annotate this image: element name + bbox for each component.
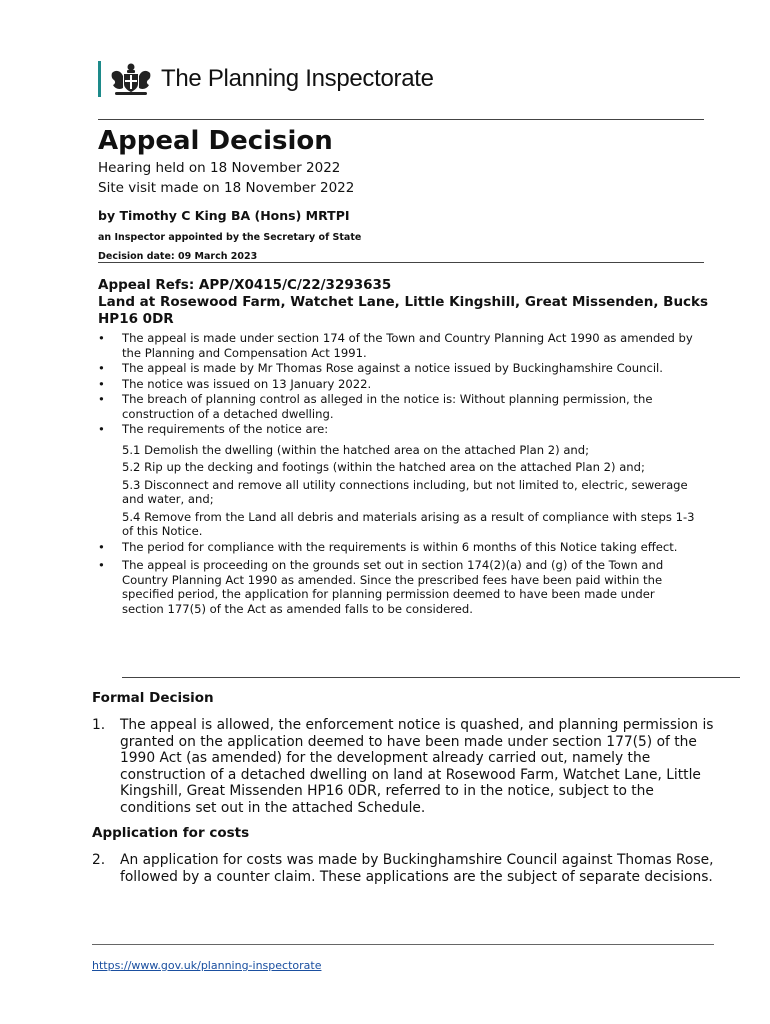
organisation-name: The Planning Inspectorate xyxy=(161,65,434,92)
planning-inspectorate-link[interactable]: https://www.gov.uk/planning-inspectorate xyxy=(92,959,322,972)
list-item: • The notice was issued on 13 January 2022. xyxy=(98,376,372,391)
royal-crest-icon xyxy=(109,61,153,97)
list-item: • The appeal is made under section 174 of the Town and Country Planning Act 1990 as amended by the Planning and Compensation Act 1991. xyxy=(98,331,693,360)
paragraph-text: The appeal is allowed, the enforcement notice is quashed, and planning permission is granted on the application deemed to have been made under section 177(5) of the 1990 Act (as amended) for the development already carried out, namely the construction of a detached dwelling on land at Rosewood Farm, Watchet Lane, Little Kingshill, Great Missenden HP16 0DR, referred to in the notice, subject to the conditions set out in the attached Schedule. xyxy=(120,717,714,816)
appeal-references xyxy=(98,277,718,328)
costs-heading: Application for costs xyxy=(92,825,250,841)
list-item: • The breach of planning control as alleged in the notice is: Without planning permission, the construction of a detached dwelling. xyxy=(98,392,653,421)
appeal-ref-number: Appeal Refs: APP/X0415/C/22/3293635 xyxy=(98,277,392,293)
formal-decision-heading: Formal Decision xyxy=(92,690,214,706)
inspector-name: by Timothy C King BA (Hons) MRTPI xyxy=(98,208,350,223)
requirement-item: 5.2 Rip up the decking and footings (within the hatched area on the attached Plan 2) and; xyxy=(122,460,645,474)
inspector-appointment: an Inspector appointed by the Secretary of State xyxy=(98,232,362,243)
appeal-details-list xyxy=(98,331,698,617)
costs-paragraph xyxy=(92,852,722,885)
paragraph-number: 2. xyxy=(92,852,106,868)
paragraph-number: 1. xyxy=(92,717,106,733)
list-item: • The appeal is proceeding on the grounds set out in section 174(2)(a) and (g) of the Town and Country Planning Act 1990 as amended. Since the prescribed fees have been paid within the specified period, the application for planning permission deemed to have been made under section 177(5) of the Act as amended falls to be considered. xyxy=(98,558,664,616)
list-item: • The requirements of the notice are: 5.1 Demolish the dwelling (within the hatched area on the attached Plan 2) and; 5.2 Rip up the decking and footings (within the hatched area on the attached Plan 2) and; 5.3 Disconnect and remove all utility connections including, but not limited to, electric, sewerage and water, and; 5.4 Remove from the Land all debris and materials arising as a result of compliance with steps 1-3 of this Notice. xyxy=(98,422,698,539)
decision-date: Decision date: 09 March 2023 xyxy=(98,251,258,262)
formal-decision-paragraph xyxy=(92,717,722,816)
paragraph-text: An application for costs was made by Buckinghamshire Council against Thomas Rose, followed by a counter claim. These applications are the subject of separate decisions. xyxy=(120,852,714,885)
logo-accent-bar xyxy=(98,61,101,97)
decision-date-divider xyxy=(98,262,704,263)
details-divider xyxy=(122,677,740,678)
list-item: • The appeal is made by Mr Thomas Rose against a notice issued by Buckinghamshire Council. xyxy=(98,361,663,375)
page-title: Appeal Decision xyxy=(98,126,333,156)
appeal-land-address: Land at Rosewood Farm, Watchet Lane, Little Kingshill, Great Missenden, Bucks HP16 0DR xyxy=(98,294,709,327)
planning-inspectorate-logo xyxy=(98,60,434,98)
list-item: • The period for compliance with the requirements is within 6 months of this Notice taking effect. xyxy=(98,539,678,554)
header-divider xyxy=(98,119,704,120)
footer-divider xyxy=(92,944,714,945)
site-visit-date: Site visit made on 18 November 2022 xyxy=(98,180,355,196)
requirement-item: 5.3 Disconnect and remove all utility connections including, but not limited to, electric, sewerage and water, and; xyxy=(122,477,688,506)
requirement-item: 5.4 Remove from the Land all debris and materials arising as a result of compliance with steps 1-3 of this Notice. xyxy=(122,509,695,538)
requirement-item: 5.1 Demolish the dwelling (within the hatched area on the attached Plan 2) and; xyxy=(122,442,590,457)
hearing-date: Hearing held on 18 November 2022 xyxy=(98,160,341,176)
